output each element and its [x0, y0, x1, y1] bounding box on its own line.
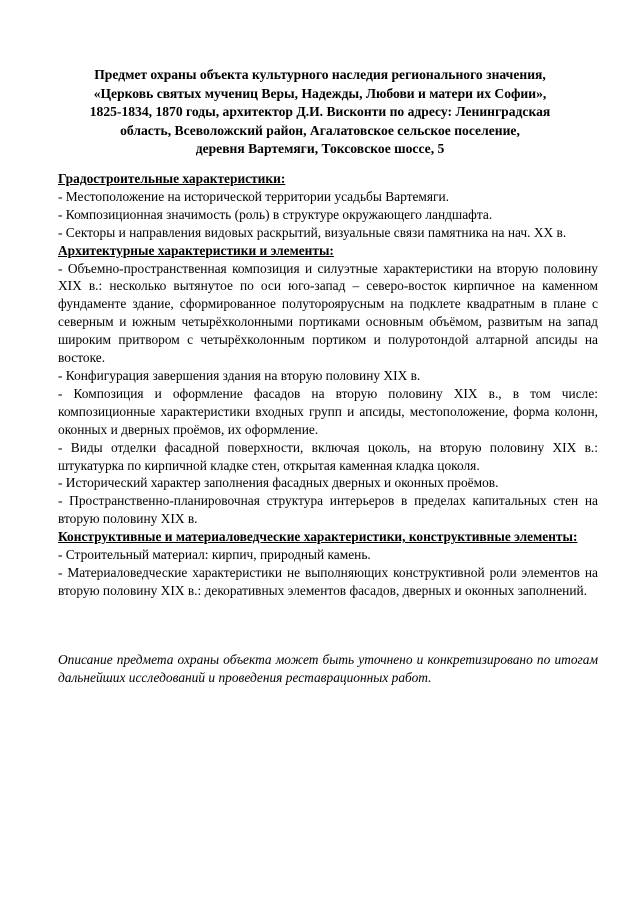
list-item: - Виды отделки фасадной поверхности, включая цоколь, на вторую половину XIX в.: штукатурка по кирпичной кладке стен, открытая каменная кладка цоколя. — [58, 439, 598, 473]
title-line: область, Всеволожский район, Агалатовское сельское поселение, — [120, 122, 520, 138]
title-line: 1825-1834, 1870 годы, архитектор Д.И. Висконти по адресу: Ленинградская — [89, 104, 551, 120]
title-line: Предмет охраны объекта культурного наследия регионального значения, — [94, 67, 546, 82]
document-title — [58, 66, 582, 159]
list-item: - Конфигурация завершения здания на вторую половину XIX в. — [58, 367, 421, 383]
list-item: - Композиционная значимость (роль) в структуре окружающего ландшафта. — [58, 206, 493, 222]
title-line: деревня Вартемяги, Токсовское шоссе, 5 — [195, 141, 445, 157]
section-heading-architecture: Архитектурные характеристики и элементы: — [58, 242, 334, 258]
list-item: - Объемно-пространственная композиция и силуэтные характеристики на вторую половину XIX в.: несколько вытянутое по оси юго-запад – северо-восток кирпичное на каменном фундаменте здание, сформированное полутороярусным на подклете квадратным в плане с северным и южным четырёхколонными портиками основным объёмом, развитым на запад широким притвором с четырёхколонным портиком и полуротондой алтарной апсиды на востоке. — [58, 260, 598, 366]
closing-note: Описание предмета охраны объекта может быть уточнено и конкретизировано по итогам дальнейших исследований и проведения реставрационных работ. — [58, 652, 598, 685]
list-item: - Материаловедческие характеристики не выполняющих конструктивной роли элементов на вторую половину XIX в.: декоративных элементов фасадов, дверных и оконных заполнений. — [58, 564, 598, 598]
list-item: - Исторический характер заполнения фасадных дверных и оконных проёмов. — [58, 475, 499, 491]
list-item: - Пространственно-планировочная структура интерьеров в пределах капитальных стен на вторую половину XIX в. — [58, 493, 598, 527]
section-heading-construction: Конструктивные и материаловедческие характеристики, конструктивные элементы: — [58, 529, 578, 545]
section-heading-urban: Градостроительные характеристики: — [58, 171, 286, 186]
list-item: - Строительный материал: кирпич, природный камень. — [58, 547, 371, 563]
document-body — [58, 170, 598, 600]
list-item: - Композиция и оформление фасадов на вторую половину XIX в., в том числе: композиционные характеристики входных групп и апсиды, местоположение, форма колонн, оконных и дверных проёмов, их оформление. — [58, 385, 598, 437]
title-line: «Церковь святых мучениц Веры, Надежды, Любови и матери их Софии», — [93, 85, 547, 101]
list-item: - Местоположение на исторической территории усадьбы Вартемяги. — [58, 188, 450, 204]
list-item: - Секторы и направления видовых раскрытий, визуальные связи памятника на нач. XX в. — [58, 224, 567, 240]
